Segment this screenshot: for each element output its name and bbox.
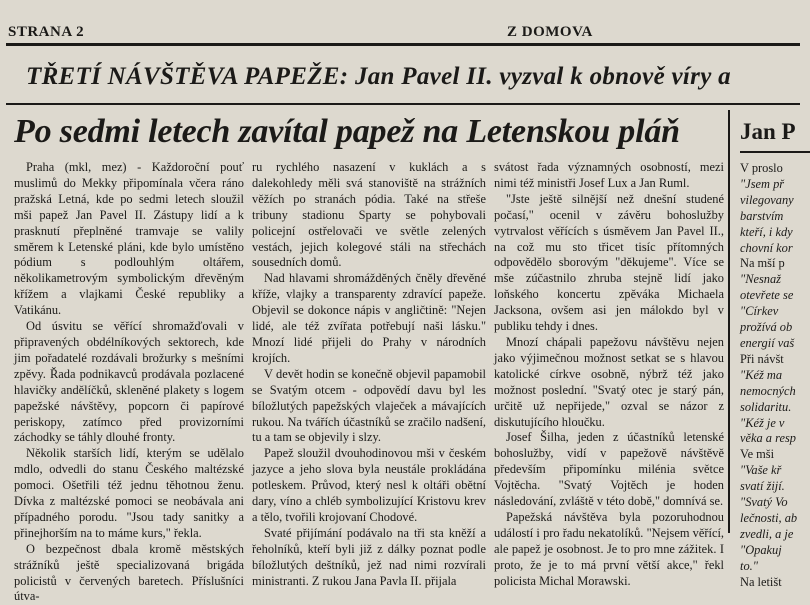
sidebar-line: "Kéž je v	[740, 415, 785, 430]
kicker-divider	[6, 103, 800, 105]
sidebar-line: "Opakuj	[740, 542, 782, 557]
article-paragraph: Od úsvitu se věřící shromažďovali v připravených obdélníkových sektorech, kde jim pořadatelé rozdávali brožurky s mešními zpěvy. Řada podnikavců prodávala pozlacené hlavičky andělíčků, skleněné plakety s logem papežské návštěvy, popcorn či papírové periskopy, zatímco před provizorními záchodky se táhly dlouhé fronty.	[14, 319, 244, 445]
article-paragraph: V devět hodin se konečně objevil papamobil se Svatým otcem - odpovědí davu byl les bíložlutých papežských vlaječek a mávajících rukou. Na tvářích účastníků se zračilo nadšení, tu a tam se objevily i slzy.	[252, 366, 486, 445]
article-paragraph: "Jste ještě silnější než dnešní studené počasí," ocenil v závěru bohoslužby vytrvalost věřících s úsměvem Jan Pavel II., na což mu sto třicet tisíc přítomných odpovědělo sborovým "děkujeme". Více se mše zúčastnilo zhruba stejně lidí jako loňského koncertu zpěváka Michaela Jacksona, ovšem asi jen málokdo byl v publiku tehdy i dnes.	[494, 191, 724, 334]
sidebar-line: Ve mši	[740, 447, 775, 462]
sidebar-line: nemocných	[740, 383, 796, 398]
sidebar-line: "Nesnaž	[740, 272, 782, 287]
article-headline: Po sedmi letech zavítal papež na Letenskou pláň	[14, 113, 680, 150]
sidebar-line: Při návšt	[740, 351, 784, 366]
sidebar-line: barstvím	[740, 208, 784, 223]
sidebar-title-rule	[740, 151, 810, 153]
article-paragraph: Josef Šilha, jeden z účastníků letenské bohoslužby, vidí v papežově návštěvě především připomínku milénia světce Vojtěcha. "Svatý Vojtěch je hoden následování, zvláště v této době," domnívá se.	[494, 430, 724, 509]
sidebar-line: Na mší p	[740, 256, 785, 271]
article-paragraph: svátost řada významných osobností, mezi nimi též ministři Josef Lux a Jan Ruml.	[494, 160, 724, 190]
sidebar-line: otevřete se	[740, 288, 794, 303]
article-column-1	[14, 160, 244, 604]
article-kicker: TŘETÍ NÁVŠTĚVA PAPEŽE: Jan Pavel II. vyzval k obnově víry a	[26, 63, 731, 90]
article-column-2	[252, 160, 486, 588]
article-paragraph: ru rychlého nasazení v kuklách a s dalekohledy měli svá stanoviště na strážních věžích po stranách pódia. Také na střeše tribuny stadionu Sparty se pohybovali policejní ostřelovači ve světle zelených vestách, jejich kolegové stáli na střechách sousedních domů.	[252, 160, 486, 270]
article-column-3	[494, 160, 724, 588]
page-header	[0, 0, 800, 50]
article-paragraph: Svaté přijímání podávalo na tři sta kněží a řeholníků, kteří byli již z dálky poznat podle bíložlutých deštníků, jež nad nimi rozvírali ministranti. Z rukou Jana Pavla II. přijala	[252, 525, 486, 588]
article-paragraph: Několik starších lidí, kterým se udělalo mdlo, odvedli do stanu Českého maltézské pomoci. Ošetřili též jednu těhotnou ženu. Dívka z maltézské pomoci se neobávala ani případného porodu. "Jsou tady sanitky a přinejhorším na to máme kurs," řekla.	[14, 446, 244, 540]
sidebar-line: V proslo	[740, 161, 783, 175]
sidebar-line: "Kéž ma	[740, 367, 783, 382]
sidebar-line: energií vaš	[740, 335, 795, 350]
sidebar-line: věka a resp	[740, 431, 796, 446]
article-paragraph: O bezpečnost dbala kromě městských strážníků ještě specializovaná brigáda policistů v červených baretech. Příslušníci útva-	[14, 541, 244, 604]
sidebar-line: lečnosti, ab	[740, 510, 798, 525]
section-label: Z DOMOVA	[507, 24, 593, 40]
sidebar-line: svatí žijí.	[740, 479, 785, 494]
sidebar-line: prožívá ob	[740, 320, 793, 335]
article-paragraph: Papež sloužil dvouhodinovou mši v českém jazyce a jeho slova byla neustále prokládána potleskem. Průvod, který nesl k oltáři obětní dary, víno a chléb symbolizující Kristovu krev a tělo, tvořili krojovaní Chodové.	[252, 446, 486, 524]
sidebar-article	[740, 112, 800, 589]
page-number: STRANA 2	[8, 24, 85, 40]
sidebar-line: solidaritu.	[740, 399, 792, 414]
sidebar-line: to."	[740, 558, 758, 573]
article-paragraph: Mnozí chápali papežovu návštěvu nejen jako výjimečnou možnost setkat se s hlavou katolické církve osobně, nýbrž též jako možnost poslední. "Svatý otec je starý pán, určitě už nepřijede," ozval se názor z diskutujícího hloučku.	[494, 334, 724, 429]
sidebar-line: kteří, i kdy	[740, 224, 793, 239]
sidebar-line: "Církev	[740, 304, 779, 319]
article-paragraph: Nad hlavami shromážděných čněly dřevěné kříže, vlajky a transparenty zdravící papeže. Objevil se dokonce nápis v angličtině: "Nejen lidé, ale též zvířata potřebují naši lásku." Mnozí lidé přijeli do Prahy v národních krojích.	[252, 271, 486, 365]
header-divider	[6, 43, 800, 46]
sidebar-line: Na letišt	[740, 574, 782, 589]
article-paragraph: Papežská návštěva byla pozoruhodnou událostí i pro řadu nekatolíků. "Nejsem věřící, ale papež je osobnost. Je to pro mne zážitek. I proto, že je to má první větší akce," řekl policista Michal Morawski.	[494, 509, 724, 588]
sidebar-line: "Svatý Vo	[740, 495, 788, 510]
sidebar-line: "Vaše kř	[740, 463, 782, 478]
sidebar-text	[740, 161, 800, 590]
sidebar-line: chovní kor	[740, 240, 793, 255]
article-paragraph: Praha (mkl, mez) - Každoroční pouť muslimů do Mekky připomínala včera ráno pražská Letná, kde po sedmi letech sloužil mši papež Jan Pavel II. Zástupy lidí a k prasknutí přeplněné tramvaje se valily směrem k Letenské pláni, kde bylo umístěno pódium s podlouhlým oltářem, několikametrovým symbolickým dřevěným křížem a vlajkami České republiky a Vatikánu.	[14, 160, 244, 318]
sidebar-line: vilegovany	[740, 192, 794, 207]
sidebar-divider	[728, 110, 730, 533]
sidebar-line: "Jsem př	[740, 176, 785, 191]
sidebar-line: zvedli, a je	[740, 526, 794, 541]
sidebar-title: Jan P	[740, 119, 796, 144]
